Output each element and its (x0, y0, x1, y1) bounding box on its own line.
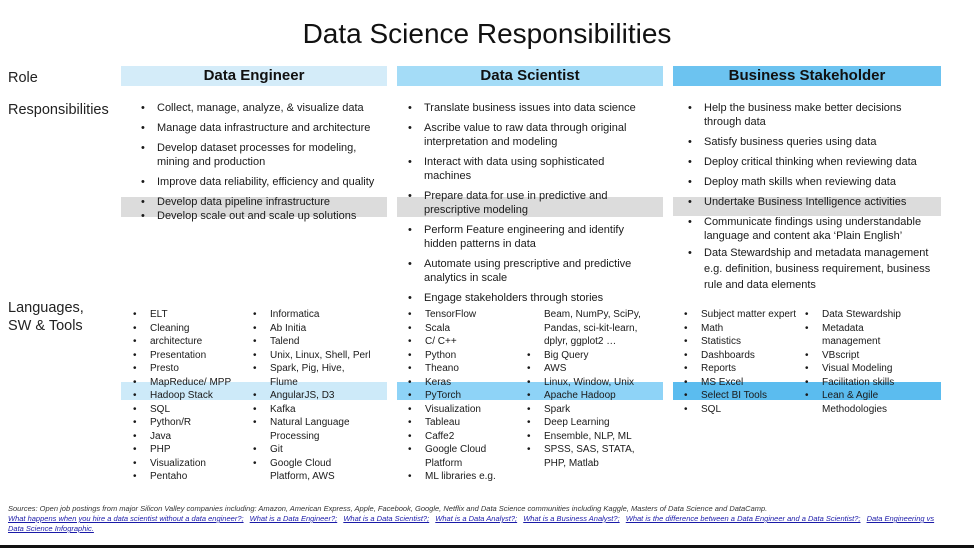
list-item: • SQL (132, 403, 248, 417)
header-data-engineer: Data Engineer (121, 66, 387, 86)
list-item: • Git (252, 443, 384, 457)
list-item: • Prepare data for use in predictive and prescriptive modeling (406, 189, 651, 217)
list-item: • Data Stewardship and metadata management e.g. definition, business requirement, business rule and data elements (686, 245, 934, 293)
list-item: • Talend (252, 335, 384, 349)
list-item: • Tableau (407, 416, 523, 430)
list-item: • Python (407, 349, 523, 363)
list-item: • Undertake Business Intelligence activities (686, 195, 934, 209)
list-item: • Cleaning (132, 322, 248, 336)
list-item: • Spark (526, 403, 656, 417)
list-item: • Develop scale out and scale up solutions (139, 209, 384, 223)
list-item: • Ensemble, NLP, ML (526, 430, 656, 444)
list-item: • Pentaho (132, 470, 248, 484)
list-item: • Ab Initia (252, 322, 384, 336)
list-item: • AngularJS, D3 (252, 389, 384, 403)
list-item: • Unix, Linux, Shell, Perl (252, 349, 384, 363)
list-item: • Deep Learning (526, 416, 656, 430)
link-engineer-vs-scientist[interactable]: What is the difference between a Data Engineer and a Data Scientist?; (625, 514, 861, 523)
list-item: • Improve data reliability, efficiency and quality (139, 175, 384, 189)
list-item: • Statistics (683, 335, 803, 349)
stakeholder-responsibilities (686, 101, 934, 299)
list-item: • Google Cloud Platform (407, 443, 503, 470)
engineer-tools-col2 (252, 308, 384, 484)
list-item: • Presto (132, 362, 248, 376)
reference-links (8, 514, 948, 534)
list-item: • Apache Hadoop (526, 389, 656, 403)
list-item: • Deploy math skills when reviewing data (686, 175, 934, 189)
list-item: • Scala (407, 322, 523, 336)
list-item: • Select BI Tools (683, 389, 803, 403)
list-item: • Python/R (132, 416, 248, 430)
list-item: • VBscript (804, 349, 934, 363)
link-what-is-business-analyst[interactable]: What is a Business Analyst?; (523, 514, 620, 523)
list-item: • PHP (132, 443, 248, 457)
list-item: • ELT (132, 308, 248, 322)
list-item: • Deploy critical thinking when reviewing data (686, 155, 934, 169)
list-item: • Help the business make better decisions through data (686, 101, 934, 129)
scientist-responsibilities (406, 101, 651, 311)
list-item: • Translate business issues into data science (406, 101, 651, 115)
list-item: • Facilitation skills (804, 376, 934, 390)
header-business-stakeholder: Business Stakeholder (673, 66, 941, 86)
list-item: • Reports (683, 362, 803, 376)
list-item: • Caffe2 (407, 430, 523, 444)
list-item: • SPSS, SAS, STATA, PHP, Matlab (526, 443, 644, 470)
list-item: • Develop data pipeline infrastructure (139, 195, 384, 209)
list-item: • Satisfy business queries using data (686, 135, 934, 149)
bottom-divider (0, 545, 974, 548)
list-item: • C/ C++ (407, 335, 523, 349)
row-label-role: Role (8, 70, 38, 86)
list-item: • Lean & Agile Methodologies (804, 389, 902, 416)
list-item: • AWS (526, 362, 656, 376)
list-item: • Visualization (407, 403, 523, 417)
list-item: • Manage data infrastructure and architecture (139, 121, 384, 135)
list-item: • Engage stakeholders through stories (406, 291, 651, 305)
list-item: • Metadata management (804, 322, 892, 349)
list-item: • MS Excel (683, 376, 803, 390)
list-item: • architecture (132, 335, 248, 349)
list-item: • Linux, Window, Unix (526, 376, 656, 390)
list-item: • Theano (407, 362, 523, 376)
link-what-is-data-scientist[interactable]: What is a Data Scientist?; (343, 514, 430, 523)
list-item: • MapReduce/ MPP (132, 376, 248, 390)
list-item: • Google Cloud Platform, AWS (252, 457, 360, 484)
list-item: • Big Query (526, 349, 656, 363)
list-item: • Spark, Pig, Hive, Flume (252, 362, 360, 389)
link-infographic[interactable]: Data Engineering vs Data Science Infographic. (8, 514, 935, 533)
list-item: • Visualization (132, 457, 248, 471)
row-label-responsibilities: Responsibilities (8, 102, 109, 118)
list-item: • Visual Modeling (804, 362, 934, 376)
list-item: • Presentation (132, 349, 248, 363)
engineer-responsibilities (139, 101, 384, 229)
list-item: • ML libraries e.g. (407, 470, 523, 484)
page-title: Data Science Responsibilities (302, 18, 672, 49)
list-item: • SQL (683, 403, 803, 417)
list-item: • Automate using prescriptive and predictive analytics in scale (406, 257, 651, 285)
list-item: • Hadoop Stack (132, 389, 248, 403)
list-item: • Perform Feature engineering and identify hidden patterns in data (406, 223, 651, 251)
stakeholder-tools-col1 (683, 308, 803, 416)
list-item: • Keras (407, 376, 523, 390)
link-what-is-data-engineer[interactable]: What is a Data Engineer?; (249, 514, 338, 523)
list-item: • Ascribe value to raw data through original interpretation and modeling (406, 121, 651, 149)
list-item: • Interact with data using sophisticated machines (406, 155, 651, 183)
list-item: • Java (132, 430, 248, 444)
list-item: • Collect, manage, analyze, & visualize data (139, 101, 384, 115)
list-item: • Dashboards (683, 349, 803, 363)
list-item: • Develop dataset processes for modeling, mining and production (139, 141, 384, 169)
list-item: • Communicate findings using understandable language and content aka ‘Plain English’ (686, 215, 934, 243)
list-item: • Data Stewardship (804, 308, 934, 322)
link-hire-without-engineer[interactable]: What happens when you hire a data scientist without a data engineer?; (8, 514, 244, 523)
stakeholder-tools-col2 (804, 308, 934, 416)
list-item: • Kafka (252, 403, 384, 417)
list-item: • TensorFlow (407, 308, 523, 322)
scientist-tools-col1 (407, 308, 523, 484)
link-what-is-data-analyst[interactable]: What is a Data Analyst?; (435, 514, 518, 523)
list-item: • Informatica (252, 308, 384, 322)
row-label-languages: Languages, SW & Tools (8, 300, 84, 334)
list-item: • Subject matter expert (683, 308, 803, 322)
list-item: • PyTorch (407, 389, 523, 403)
engineer-tools-col1 (132, 308, 248, 484)
scientist-tools-col2 (526, 308, 656, 470)
list-item: • Natural Language Processing (252, 416, 365, 443)
list-item: Beam, NumPy, SciPy, Pandas, sci-kit-learn, dplyr, ggplot2 … (544, 309, 641, 347)
sources-note: Sources: Open job postings from major Silicon Valley companies including: Amazon, American Express, Apple, Facebook, Google, Netflix and Data Science communities including Kaggle, Masters of Data Science and DataCamp. (8, 504, 768, 513)
header-data-scientist: Data Scientist (397, 66, 663, 86)
list-item: • Math (683, 322, 803, 336)
